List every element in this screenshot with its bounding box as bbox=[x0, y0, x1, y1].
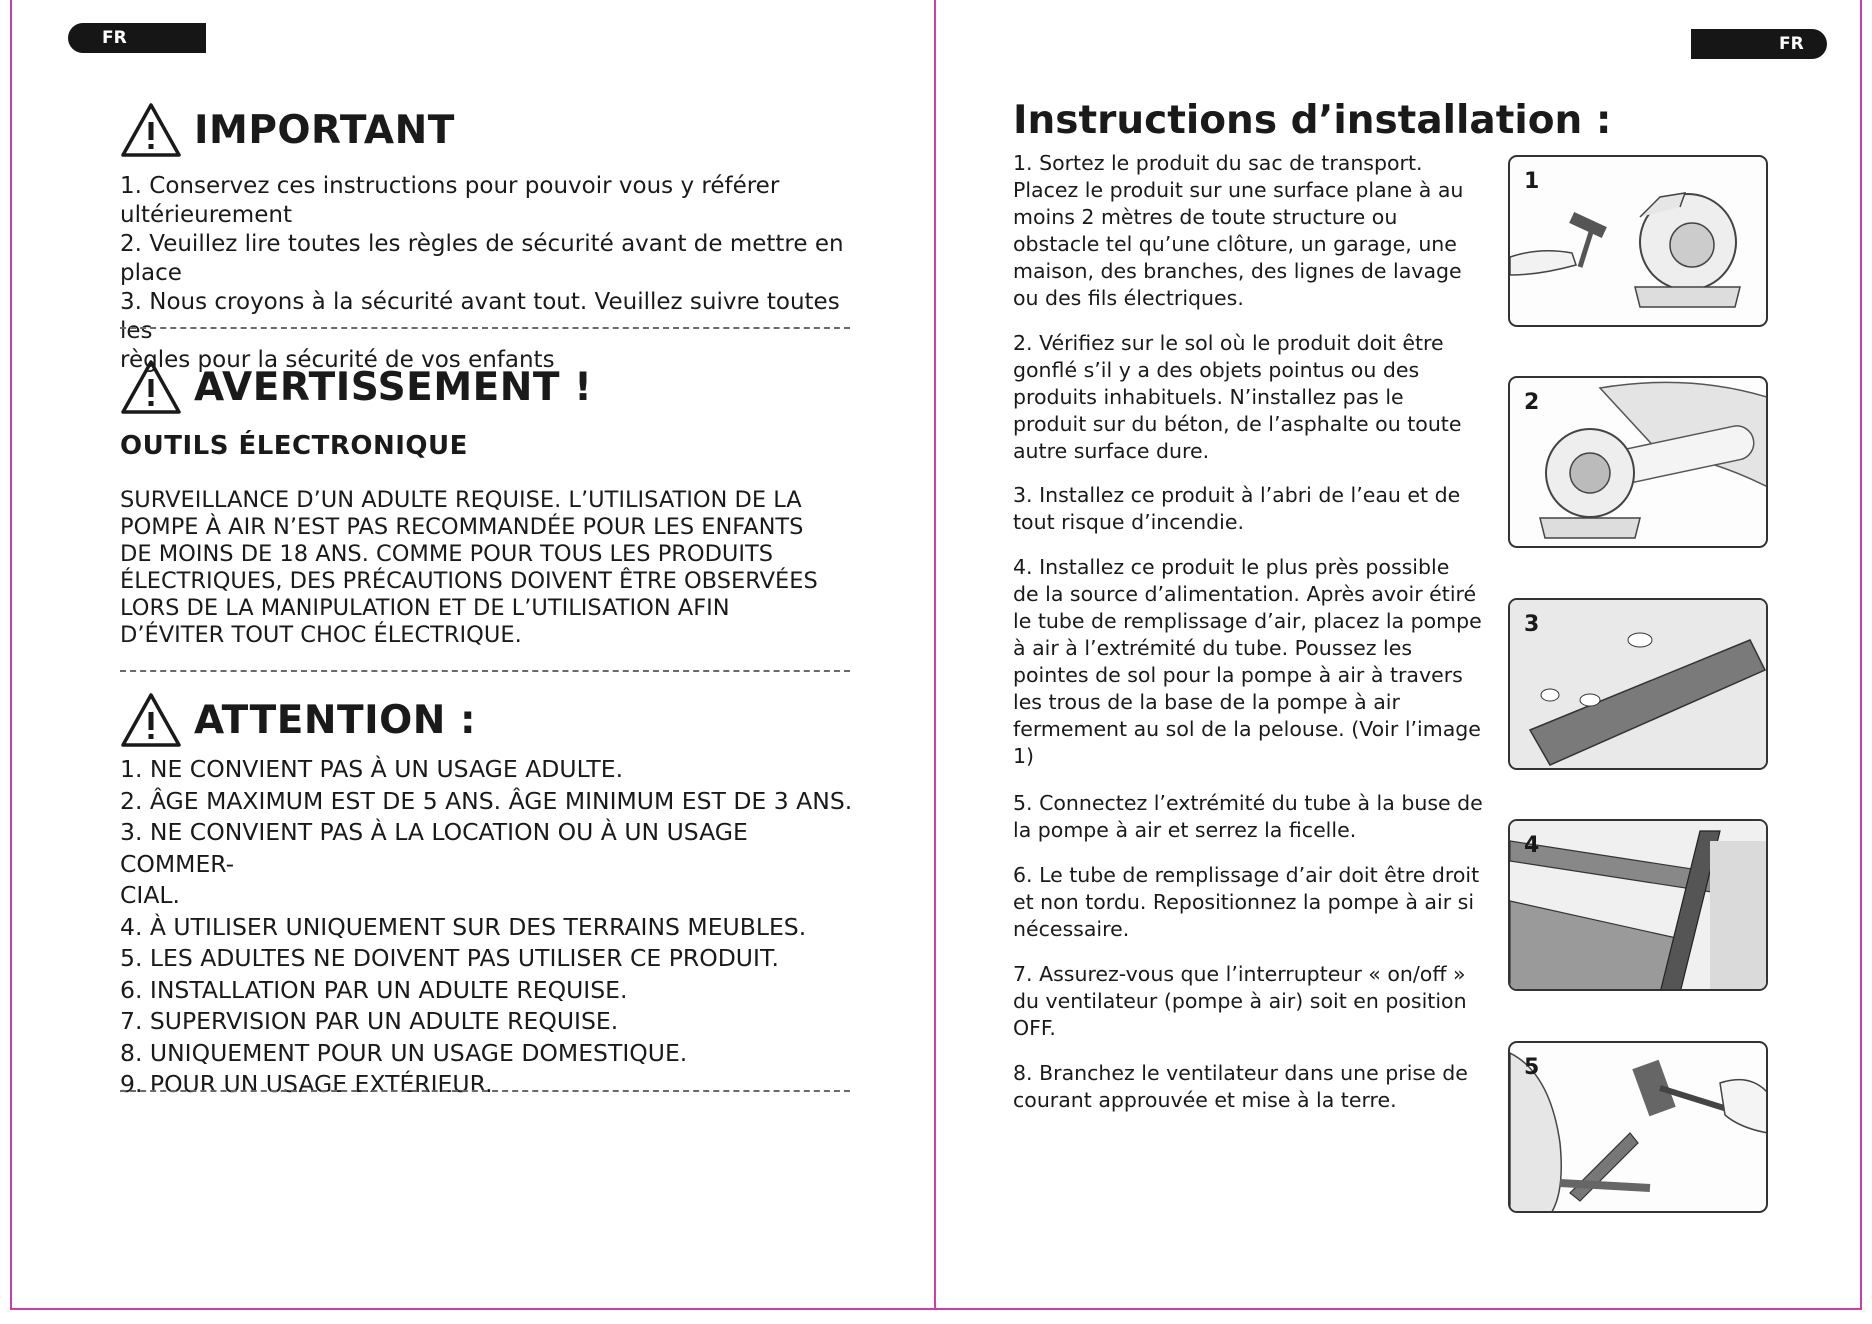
step-3: 3. Installez ce produit à l’abri de l’eau et de tout risque d’incendie. bbox=[1013, 483, 1461, 534]
step-6: 6. Le tube de remplissage d’air doit être droit et non tordu. Repositionnez la pompe à air si nécessaire. bbox=[1013, 863, 1480, 941]
step-2: 2. Vérifiez sur le sol où le produit doit être gonflé s’il y a des objets pointus ou des produits inhabituels. N’installez pas le produit sur du béton, de l’asphalte ou toute autre surface dure. bbox=[1013, 331, 1462, 463]
important-list bbox=[120, 172, 860, 375]
figure-2: 2 bbox=[1508, 376, 1768, 548]
list-item: 4. À UTILISER UNIQUEMENT SUR DES TERRAINS MEUBLES. bbox=[120, 912, 807, 941]
warning-icon bbox=[120, 692, 182, 748]
avertissement-title: AVERTISSEMENT ! bbox=[194, 364, 593, 410]
list-item: 3. Nous croyons à la sécurité avant tout. Veuillez suivre toutes les bbox=[120, 289, 840, 344]
step-7: 7. Assurez-vous que l’interrupteur « on/off » du ventilateur (pompe à air) soit en position OFF. bbox=[1013, 962, 1467, 1040]
tube-straight-illustration bbox=[1510, 821, 1768, 991]
list-item: 8. UNIQUEMENT POUR UN USAGE DOMESTIQUE. bbox=[120, 1038, 688, 1067]
blower-tube-illustration bbox=[1510, 378, 1768, 548]
list-item: 5. LES ADULTES NE DOIVENT PAS UTILISER CE PRODUIT. bbox=[120, 944, 779, 972]
list-item: CIAL. bbox=[120, 881, 180, 909]
installation-title: Instructions d’installation : bbox=[1013, 98, 1612, 143]
list-item: 3. NE CONVIENT PAS À LA LOCATION OU À UN USAGE COMMER- bbox=[120, 818, 748, 878]
list-item: 2. ÂGE MAXIMUM EST DE 5 ANS. ÂGE MINIMUM EST DE 3 ANS. bbox=[120, 786, 853, 815]
warning-icon bbox=[120, 359, 182, 415]
step-1: 1. Sortez le produit du sac de transport. Placez le produit sur une surface plane à au moins 2 mètres de toute structure ou obstacle tel qu’une clôture, un garage, une maison, des branches, des lignes de lavage ou des fils électriques. bbox=[1013, 151, 1464, 310]
list-item: 1. NE CONVIENT PAS À UN USAGE ADULTE. bbox=[120, 755, 624, 783]
avertissement-text: SURVEILLANCE D’UN ADULTE REQUISE. L’UTILISATION DE LA POMPE À AIR N’EST PAS RECOMMANDÉE POUR LES ENFANTS DE MOINS DE 18 ANS. COMME POUR TOUS LES PRODUITS ÉLECTRIQUES, DES PRÉCAUTIONS DOIVENT ÊTRE OBSERVÉES LORS DE LA MANIPULATION ET DE L’UTILISATION AFIN D’ÉVITER TOUT CHOC ÉLECTRIQUE. bbox=[120, 487, 818, 648]
list-item: règles pour la sécurité de vos enfants bbox=[120, 347, 555, 373]
page-spine bbox=[934, 0, 936, 1310]
figure-3: 3 bbox=[1508, 598, 1768, 770]
step-8: 8. Branchez le ventilateur dans une prise de courant approuvée et mise à la terre. bbox=[1013, 1061, 1468, 1112]
divider bbox=[120, 327, 850, 329]
attention-list bbox=[120, 754, 860, 1101]
language-tab-right: FR bbox=[1691, 29, 1827, 59]
list-item: 6. INSTALLATION PAR UN ADULTE REQUISE. bbox=[120, 975, 628, 1004]
divider bbox=[120, 670, 850, 672]
step-4: 4. Installez ce produit le plus près possible de la source d’alimentation. Après avoir étiré le tube de remplissage d’air, placez la pompe à air à l’extrémité du tube. Poussez les pointes de sol pour la pompe à air à travers les trous de la base de la pompe à air fermement au sol de la pelouse. (Voir l’image 1) bbox=[1013, 555, 1482, 768]
figure-1: 1 bbox=[1508, 155, 1768, 327]
attention-section bbox=[120, 690, 860, 1101]
peg-hammer-illustration bbox=[1510, 1043, 1768, 1213]
list-item: ultérieurement bbox=[120, 202, 292, 228]
attention-title: ATTENTION : bbox=[194, 697, 477, 743]
tube-pegs-illustration bbox=[1510, 600, 1768, 770]
list-item: 9. POUR UN USAGE EXTÉRIEUR. bbox=[120, 1070, 493, 1098]
divider bbox=[120, 1090, 850, 1092]
list-item: 2. Veuillez lire toutes les règles de sécurité avant de mettre en place bbox=[120, 231, 844, 286]
important-title: IMPORTANT bbox=[194, 107, 455, 153]
figure-5: 5 bbox=[1508, 1041, 1768, 1213]
list-item: 7. SUPERVISION PAR UN ADULTE REQUISE. bbox=[120, 1007, 619, 1035]
blower-hammer-illustration bbox=[1510, 157, 1768, 327]
step-5: 5. Connectez l’extrémité du tube à la buse de la pompe à air et serrez la ficelle. bbox=[1013, 791, 1483, 842]
list-item: 1. Conservez ces instructions pour pouvoir vous y référer bbox=[120, 173, 780, 199]
avertissement-section bbox=[120, 357, 860, 649]
avertissement-subtitle: OUTILS ÉLECTRONIQUE bbox=[120, 431, 468, 461]
language-tab-left: FR bbox=[68, 23, 206, 53]
figure-4: 4 bbox=[1508, 819, 1768, 991]
warning-icon bbox=[120, 102, 182, 158]
important-section bbox=[120, 100, 860, 375]
